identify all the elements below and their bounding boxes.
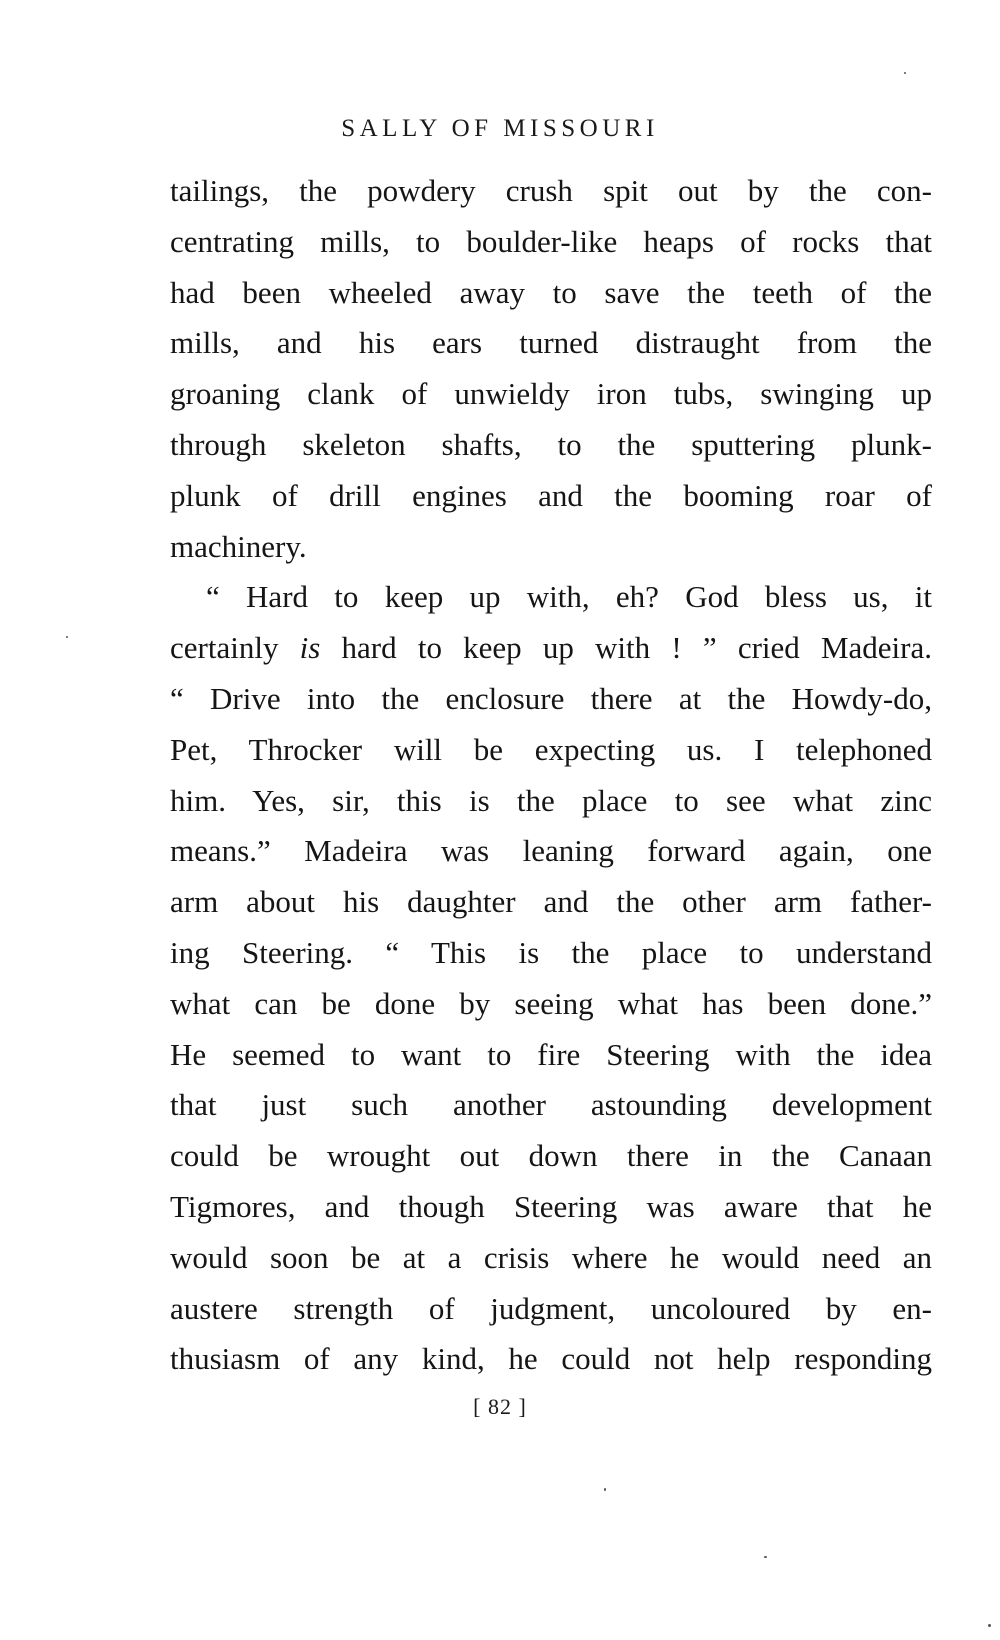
text-line: centrating mills, to boulder-like heaps of rocks that <box>170 223 932 259</box>
text-line: Tigmores, and though Steering was aware that he <box>170 1188 932 1224</box>
text-line: him. Yes, sir, this is the place to see what zinc <box>170 782 932 818</box>
running-head: SALLY OF MISSOURI <box>341 115 659 142</box>
paper-speck <box>904 72 906 74</box>
text-line: through skeleton shafts, to the sputtering plunk- <box>170 426 932 462</box>
page-number: [ 82 ] <box>473 1394 527 1419</box>
text-line: mills, and his ears turned distraught from the <box>170 325 932 361</box>
body-text <box>170 166 932 1385</box>
paper-speck <box>988 1624 991 1627</box>
text-line: He seemed to want to fire Steering with the idea <box>170 1036 932 1072</box>
text-line: that just such another astounding development <box>170 1087 932 1123</box>
text-line: ing Steering. “ This is the place to understand <box>170 934 932 970</box>
text-line: “ Drive into the enclosure there at the Howdy-do, <box>170 680 932 716</box>
text-line: means.” Madeira was leaning forward again, one <box>170 833 932 869</box>
text-line: thusiasm of any kind, he could not help responding <box>170 1341 932 1377</box>
text-line: would soon be at a crisis where he would need an <box>170 1239 932 1275</box>
paper-speck <box>764 1556 767 1558</box>
text-line: austere strength of judgment, uncoloured by en- <box>170 1290 932 1326</box>
text-line: could be wrought out down there in the Canaan <box>170 1138 932 1174</box>
text-line: machinery. <box>170 528 307 564</box>
paper-speck <box>66 636 68 638</box>
text-line: “ Hard to keep up with, eh? God bless us, it <box>206 579 932 615</box>
text-line: groaning clank of unwieldy iron tubs, swinging up <box>170 376 932 412</box>
text-line: what can be done by seeing what has been done.” <box>170 985 932 1021</box>
text-line: Pet, Throcker will be expecting us. I telephoned <box>170 731 932 767</box>
text-segment: certainly <box>170 630 279 666</box>
text-line: had been wheeled away to save the teeth of the <box>170 274 932 310</box>
text-segment: hard to keep up with ! ” cried Madeira. <box>341 630 933 666</box>
text-line <box>170 623 932 674</box>
paper-speck <box>604 1488 606 1491</box>
text-line: arm about his daughter and the other arm father- <box>170 884 932 920</box>
emphasis-text: is <box>299 630 321 666</box>
text-line: tailings, the powdery crush spit out by the con- <box>170 173 932 208</box>
text-line: plunk of drill engines and the booming roar of <box>170 477 932 513</box>
